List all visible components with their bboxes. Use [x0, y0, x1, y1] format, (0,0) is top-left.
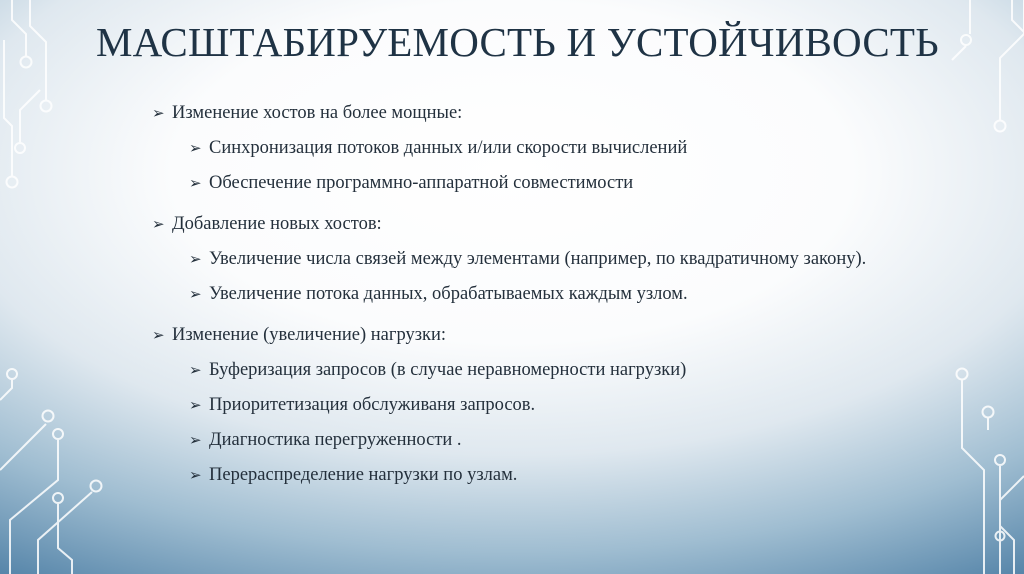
arrow-bullet-icon: ➢: [189, 361, 202, 379]
arrow-bullet-icon: ➢: [189, 431, 202, 449]
arrow-bullet-icon: ➢: [189, 396, 202, 414]
bullet-level1: [152, 207, 992, 242]
bullet-level2: [189, 458, 992, 493]
bullet-text: Изменение хостов на более мощные:: [172, 103, 463, 123]
arrow-bullet-icon: ➢: [152, 104, 165, 122]
slide-title: МАСШТАБИРУЕМОСТЬ И УСТОЙЧИВОСТЬ: [96, 19, 939, 65]
arrow-bullet-icon: ➢: [189, 285, 202, 303]
bullet-text: Синхронизация потоков данных и/или скорости вычислений: [209, 138, 688, 158]
bullet-level2: [189, 166, 992, 201]
bullet-list: [152, 96, 992, 493]
bullet-text: Изменение (увеличение) нагрузки:: [172, 325, 447, 345]
bullet-text: Добавление новых хостов:: [172, 214, 382, 234]
arrow-bullet-icon: ➢: [189, 174, 202, 192]
bullet-text: Обеспечение программно-аппаратной совместимости: [209, 173, 634, 193]
arrow-bullet-icon: ➢: [189, 139, 202, 157]
bullet-text: Буферизация запросов (в случае неравномерности нагрузки): [209, 360, 687, 380]
arrow-bullet-icon: ➢: [189, 466, 202, 484]
bullet-level2: [189, 131, 992, 166]
bullet-level2: [189, 277, 992, 312]
bullet-text: Диагностика перегруженности .: [209, 430, 462, 450]
arrow-bullet-icon: ➢: [189, 250, 202, 268]
bullet-level2: [189, 353, 992, 388]
arrow-bullet-icon: ➢: [152, 326, 165, 344]
bullet-text: Перераспределение нагрузки по узлам.: [209, 465, 518, 485]
bullet-level2: [189, 242, 992, 277]
bullet-text: Приоритетизация обслуживаня запросов.: [209, 395, 536, 415]
bullet-level1: [152, 96, 992, 131]
bullet-level2: [189, 388, 992, 423]
bullet-text: Увеличение потока данных, обрабатываемых каждым узлом.: [209, 284, 688, 304]
bullet-level2: [189, 423, 992, 458]
arrow-bullet-icon: ➢: [152, 215, 165, 233]
bullet-level1: [152, 318, 992, 353]
bullet-text: Увеличение числа связей между элементами (например, по квадратичному закону).: [209, 249, 867, 269]
